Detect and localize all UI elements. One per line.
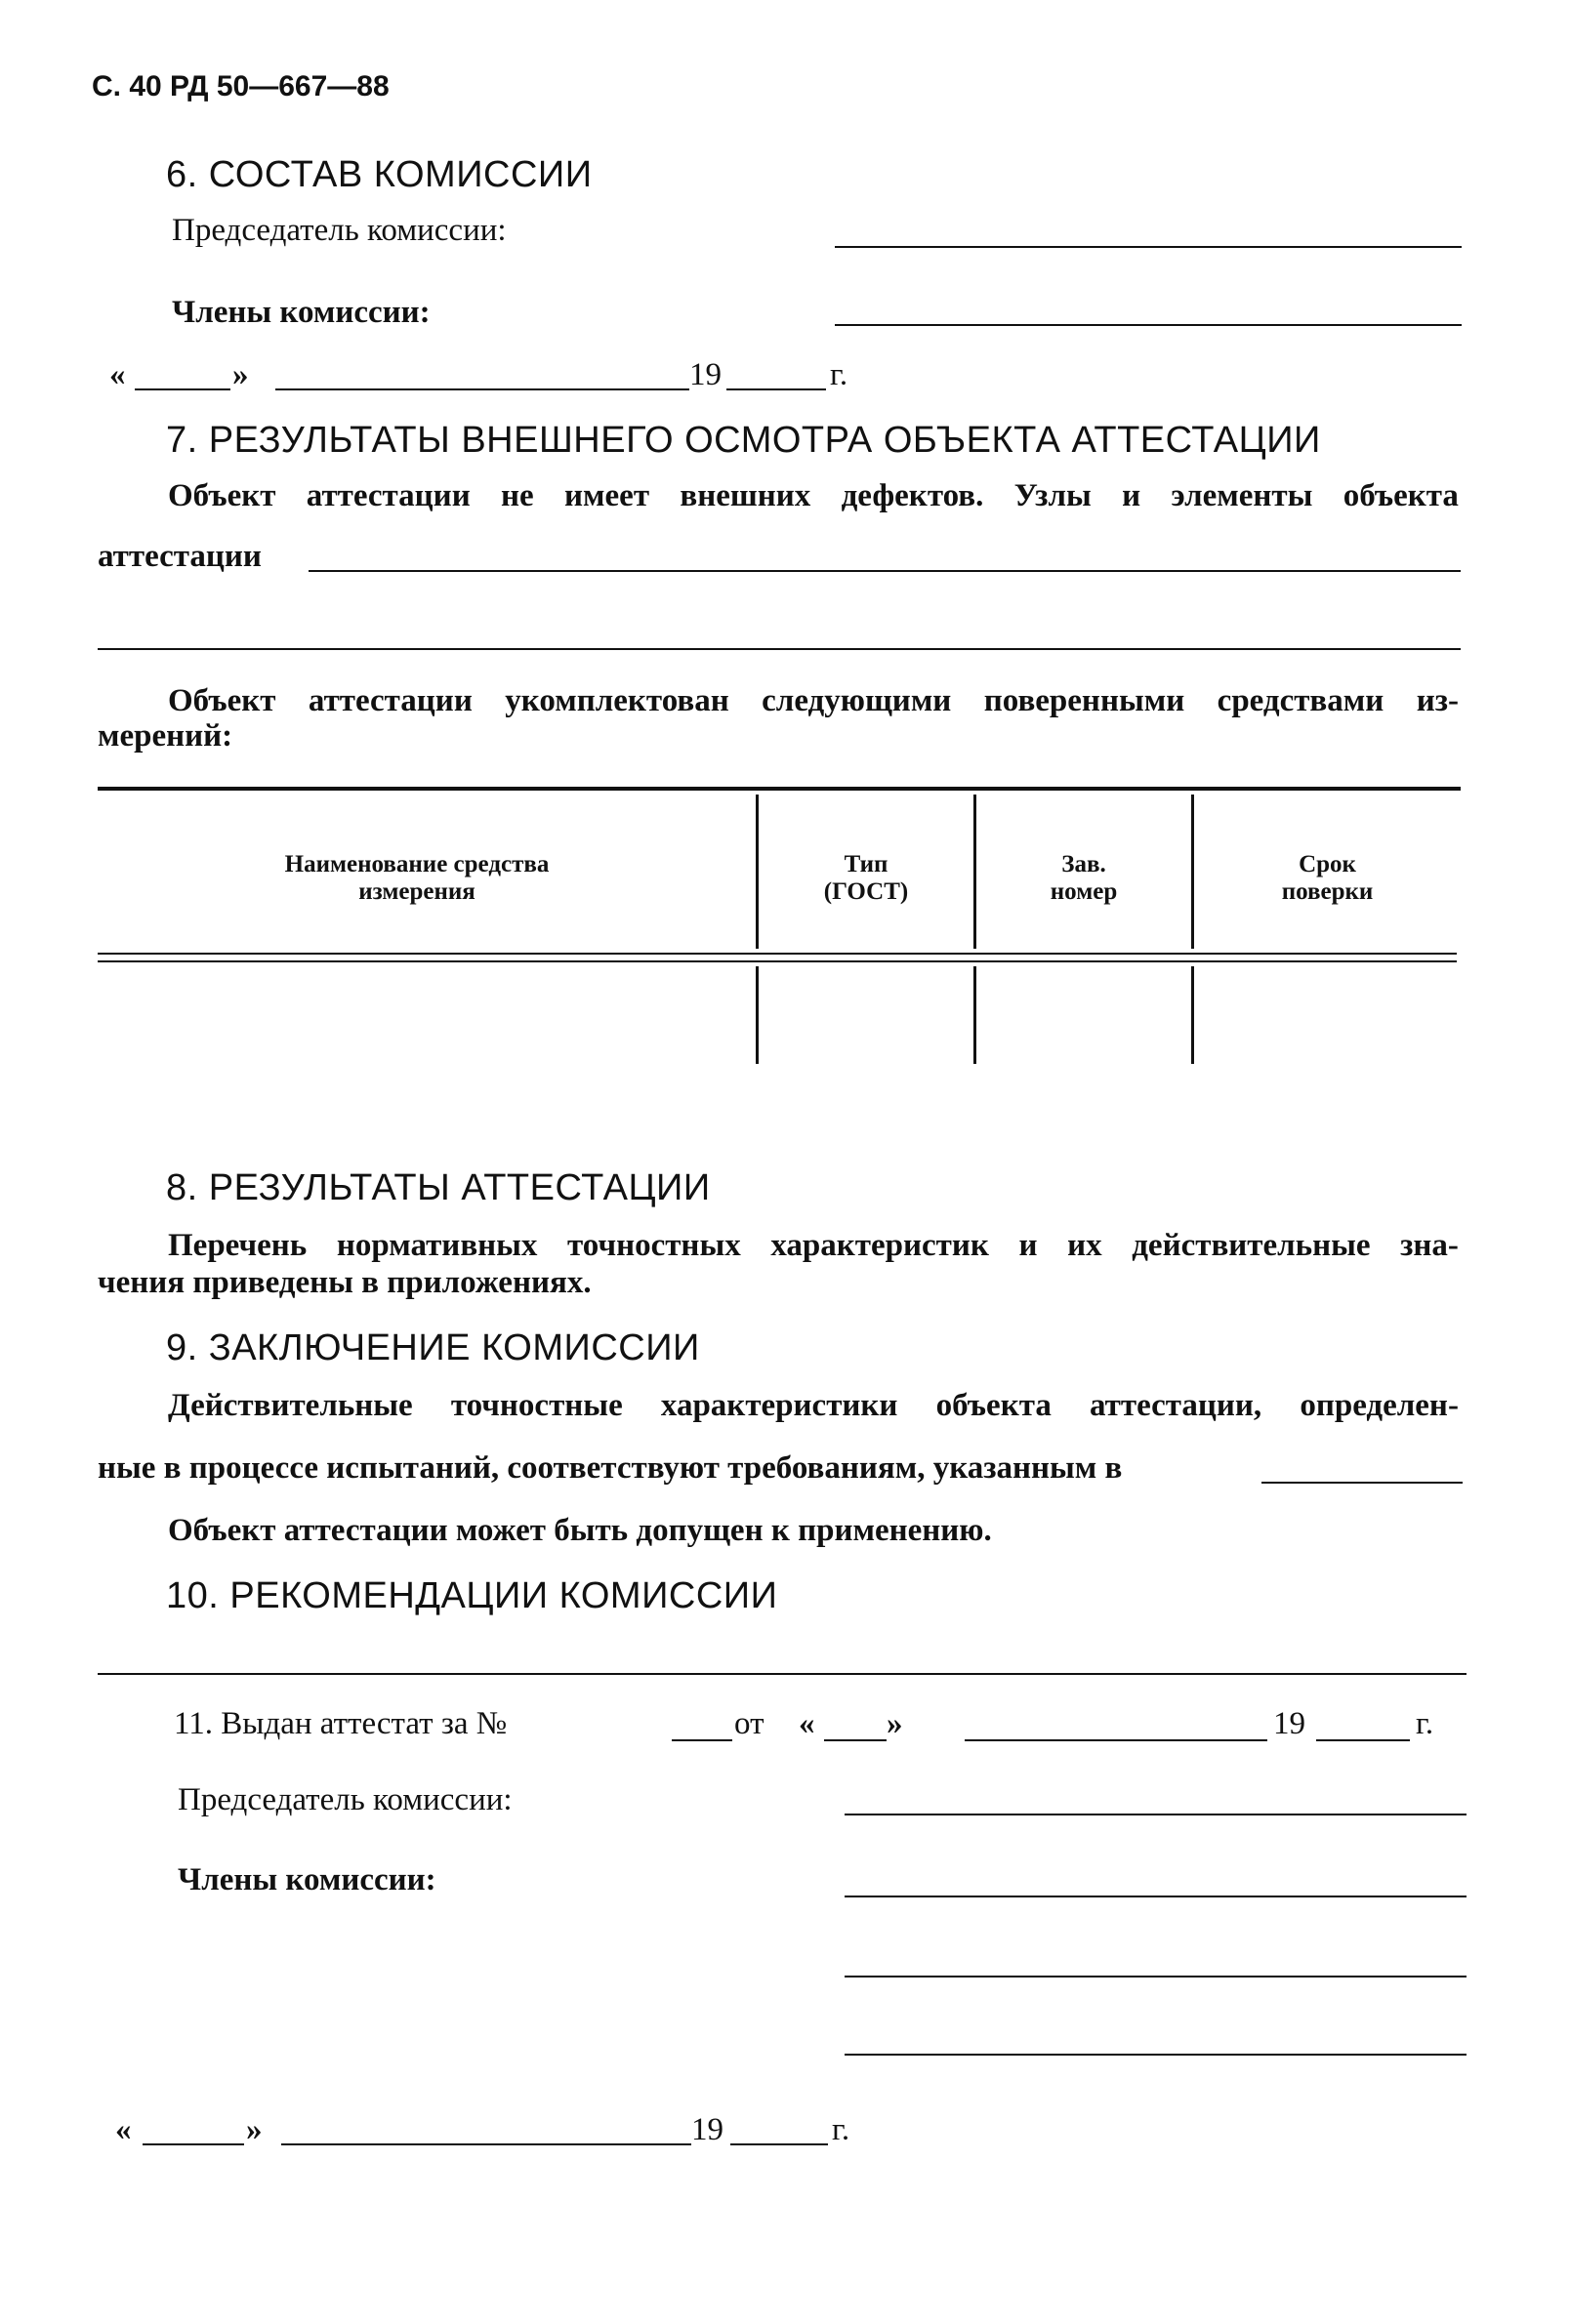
word: Объект: [168, 683, 276, 718]
section-9-title: 9. ЗАКЛЮЧЕНИЕ КОМИССИИ: [166, 1327, 700, 1368]
word: имеет: [564, 478, 650, 513]
s11-from-label: от: [734, 1706, 764, 1741]
s6-members-signature-line[interactable]: [835, 324, 1462, 326]
word: Узлы: [1013, 478, 1092, 513]
word: точностных: [567, 1228, 741, 1263]
word: поверенными: [983, 683, 1185, 718]
section-7-title: 7. РЕЗУЛЬТАТЫ ВНЕШНЕГО ОСМОТРА ОБЪЕКТА АТТЕСТАЦИИ: [166, 420, 1321, 461]
word: и: [1122, 478, 1141, 513]
section-8-title: 8. РЕЗУЛЬТАТЫ АТТЕСТАЦИИ: [166, 1167, 711, 1208]
table-header-serial-line-2: номер: [1050, 878, 1118, 905]
word: Объект: [168, 478, 276, 513]
page-header: С. 40 РД 50—667—88: [92, 70, 390, 102]
s9-paragraph-line-3: Объект аттестации может быть допущен к применению.: [168, 1513, 992, 1548]
word: определен-: [1300, 1388, 1459, 1423]
table-body-col-divider-1[interactable]: [756, 966, 759, 1064]
final-date-close-quote: »: [246, 2112, 263, 2147]
word: и: [1018, 1228, 1038, 1263]
table-body-col-divider-2[interactable]: [973, 966, 976, 1064]
table-header-type: [759, 851, 973, 906]
s11-date-close-quote: »: [887, 1706, 903, 1741]
table-header-double-border-2: [98, 960, 1457, 962]
s11-year-suffix: г.: [1416, 1706, 1434, 1741]
word: точностные: [450, 1388, 623, 1423]
table-header-serial-line-1: Зав.: [1061, 851, 1106, 877]
s6-date-day-field[interactable]: [135, 388, 230, 390]
s9-paragraph-line-1: [168, 1388, 1459, 1424]
table-header-name-line-2: измерения: [358, 878, 475, 905]
s7-elements-condition-field-2[interactable]: [98, 648, 1461, 650]
s6-chairman-signature-line[interactable]: [835, 246, 1462, 248]
s6-year-suffix: г.: [830, 357, 848, 392]
s11-date-open-quote: «: [799, 1706, 815, 1741]
s7-elements-condition-field[interactable]: [309, 570, 1461, 572]
s8-paragraph-line-1: [168, 1228, 1459, 1264]
s11-member-signature-line-2[interactable]: [845, 1976, 1467, 1977]
word: характеристики: [660, 1388, 898, 1423]
table-header-verification: [1194, 851, 1461, 906]
s11-date-day-field[interactable]: [824, 1739, 887, 1741]
s6-chairman-label: Председатель комиссии:: [172, 213, 507, 248]
table-top-border: [98, 787, 1461, 791]
word: объекта: [935, 1388, 1052, 1423]
s9-document-reference-field[interactable]: [1261, 1482, 1463, 1484]
final-date-open-quote: «: [115, 2112, 132, 2147]
table-header-verification-line-2: поверки: [1281, 878, 1374, 905]
s7-paragraph-2-line-2: мерений:: [98, 718, 233, 754]
table-header-serial: [976, 851, 1191, 906]
word: аттестации: [306, 478, 471, 513]
s10-recommendations-field[interactable]: [98, 1673, 1467, 1675]
s11-certificate-number-field[interactable]: [672, 1739, 732, 1741]
word: средствами: [1217, 683, 1384, 718]
word: из-: [1416, 683, 1459, 718]
s11-year-field[interactable]: [1316, 1739, 1410, 1741]
table-header-verification-line-1: Срок: [1299, 851, 1356, 877]
s11-chairman-label: Председатель комиссии:: [178, 1782, 513, 1817]
word: укомплектован: [505, 683, 729, 718]
s6-year-prefix: 19: [689, 357, 722, 392]
s6-date-open-quote: «: [109, 357, 126, 392]
s11-issued-label: 11. Выдан аттестат за №: [174, 1706, 508, 1741]
table-header-name: [98, 851, 736, 906]
s11-member-signature-line-3[interactable]: [845, 2054, 1467, 2056]
table-header-name-line-1: Наименование средства: [284, 851, 550, 877]
s11-date-month-field[interactable]: [965, 1739, 1267, 1741]
final-year-prefix: 19: [691, 2112, 723, 2147]
word: объекта: [1343, 478, 1459, 513]
word: аттестации,: [1090, 1388, 1262, 1423]
word: внешних: [680, 478, 811, 513]
word: элементы: [1171, 478, 1313, 513]
s6-date-month-field[interactable]: [275, 388, 689, 390]
s9-paragraph-line-2: ные в процессе испытаний, соответствуют требованиям, указанным в: [98, 1450, 1123, 1486]
s7-paragraph-1-line-1: [168, 478, 1459, 514]
word: не: [501, 478, 534, 513]
section-6-title: 6. СОСТАВ КОМИССИИ: [166, 154, 593, 195]
section-10-title: 10. РЕКОМЕНДАЦИИ КОМИССИИ: [166, 1575, 778, 1616]
word: действительные: [1132, 1228, 1371, 1263]
s6-year-field[interactable]: [726, 388, 826, 390]
final-date-day-field[interactable]: [143, 2143, 244, 2145]
final-year-suffix: г.: [832, 2112, 850, 2147]
s7-paragraph-1-line-2: аттестации: [98, 539, 262, 574]
s11-year-prefix: 19: [1273, 1706, 1305, 1741]
table-body-col-divider-3[interactable]: [1191, 966, 1194, 1064]
word: Перечень: [168, 1228, 308, 1263]
word: следующими: [762, 683, 952, 718]
final-date-month-field[interactable]: [281, 2143, 691, 2145]
s11-members-label: Члены комиссии:: [178, 1862, 436, 1897]
word: зна-: [1400, 1228, 1459, 1263]
word: их: [1067, 1228, 1102, 1263]
word: нормативных: [336, 1228, 538, 1263]
s11-member-signature-line-1[interactable]: [845, 1896, 1467, 1897]
final-year-field[interactable]: [730, 2143, 828, 2145]
s6-members-label: Члены комиссии:: [172, 295, 431, 330]
word: Действительные: [168, 1388, 413, 1423]
word: дефектов.: [841, 478, 984, 513]
word: характеристик: [770, 1228, 989, 1263]
table-header-type-line-2: (ГОСТ): [823, 878, 909, 905]
word: аттестации: [308, 683, 473, 718]
s11-chairman-signature-line[interactable]: [845, 1814, 1467, 1815]
s8-paragraph-line-2: чения приведены в приложениях.: [98, 1265, 592, 1300]
table-header-double-border-1: [98, 953, 1457, 955]
s7-paragraph-2-line-1: [168, 683, 1459, 719]
table-header-type-line-1: Тип: [844, 851, 888, 877]
s6-date-close-quote: »: [232, 357, 249, 392]
